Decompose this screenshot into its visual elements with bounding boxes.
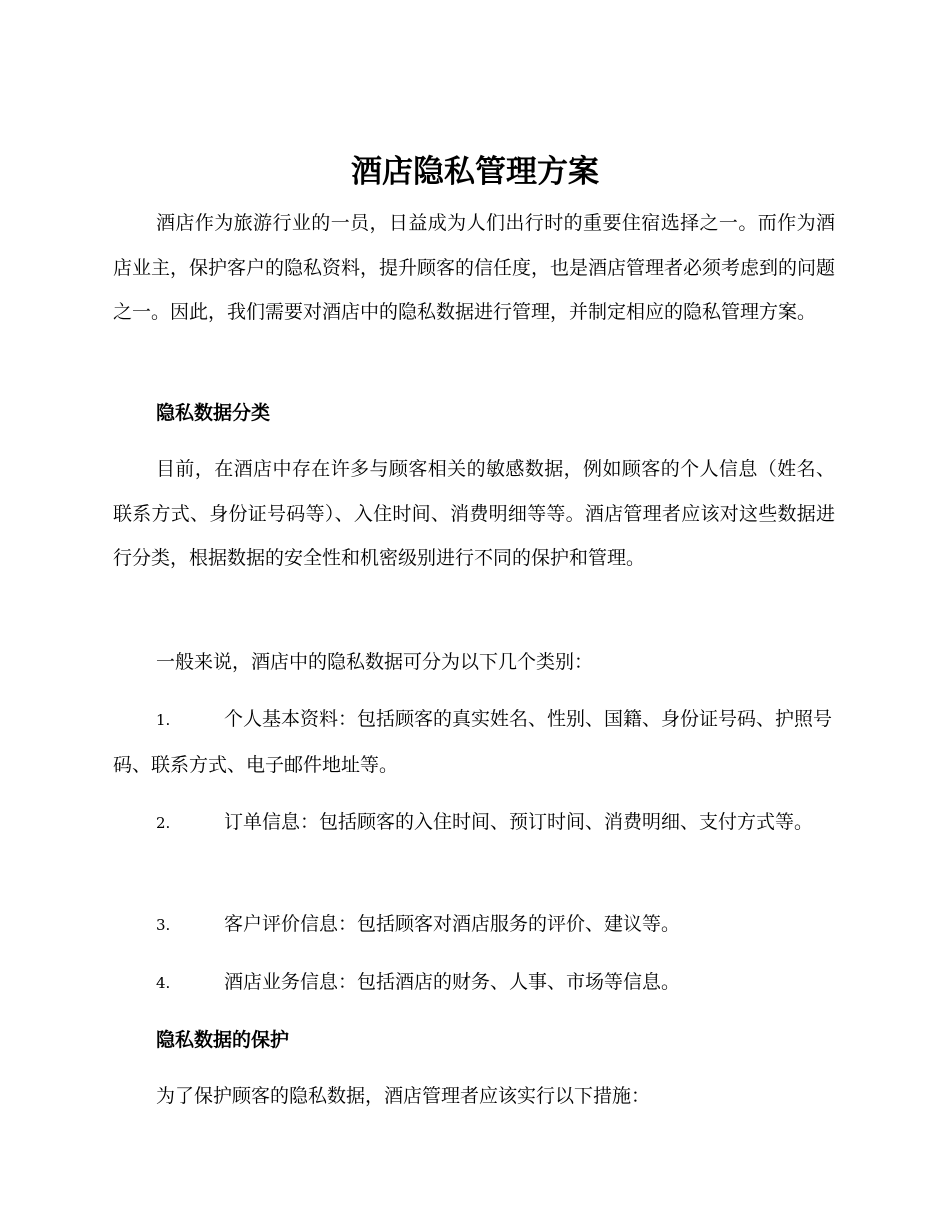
list-item-number: 3. — [156, 916, 171, 934]
classification-paragraph: 目前，在酒店中存在许多与顾客相关的敏感数据，例如顾客的个人信息（姓名、联系方式、身份证号码等）、入住时间、消费明细等等。酒店管理者应该对这些数据进行分类，根据数据的安全性和机密级别进行不同的保护和管理。 — [113, 458, 835, 569]
list-item-text: 订单信息：包括顾客的入住时间、预订时间、消费明细、支付方式等。 — [224, 811, 814, 833]
list-item — [113, 697, 835, 787]
intro-paragraph: 酒店作为旅游行业的一员，日益成为人们出行时的重要住宿选择之一。而作为酒店业主，保护客户的隐私资料，提升顾客的信任度，也是酒店管理者必须考虑到的问题之一。因此，我们需要对酒店中的隐私数据进行管理，并制定相应的隐私管理方案。 — [113, 212, 836, 323]
protection-paragraph: 为了保护顾客的隐私数据，酒店管理者应该实行以下措施： — [156, 1085, 651, 1107]
list-item-number: 2. — [156, 814, 171, 832]
section-heading-classification: 隐私数据分类 — [156, 402, 271, 424]
list-item-text: 个人基本资料：包括顾客的真实姓名、性别、国籍、身份证号码、护照号码、联系方式、电子邮件地址等。 — [113, 708, 833, 776]
section-heading-protection: 隐私数据的保护 — [156, 1029, 290, 1051]
list-item — [113, 902, 835, 948]
list-item-text: 酒店业务信息：包括酒店的财务、人事、市场等信息。 — [224, 971, 681, 993]
list-item — [113, 800, 835, 846]
document-title: 酒店隐私管理方案 — [351, 154, 599, 190]
list-item-text: 客户评价信息：包括顾客对酒店服务的评价、建议等。 — [224, 913, 681, 935]
list-item — [113, 960, 835, 1006]
list-item-number: 4. — [156, 974, 171, 992]
list-item-number: 1. — [156, 711, 171, 729]
categories-intro-paragraph: 一般来说，酒店中的隐私数据可分为以下几个类别： — [156, 651, 594, 673]
